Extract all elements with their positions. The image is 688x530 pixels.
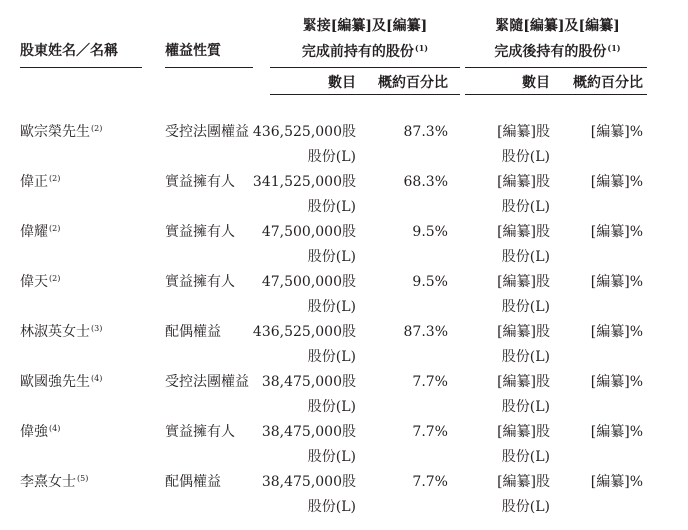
before-shares: 38,475,000股: [261, 424, 356, 440]
before-shares: 341,525,000股: [252, 174, 356, 190]
column-header-after-number: 數目: [522, 75, 550, 91]
before-heading-line2: [270, 44, 460, 59]
rule-after-sub: [465, 94, 647, 95]
before-shares: 38,475,000股: [261, 374, 356, 390]
column-header-before-number: 數目: [328, 75, 356, 91]
after-shares: [編纂]股: [497, 374, 550, 390]
column-header-name: 股東姓名／名稱: [20, 43, 118, 59]
before-shares-type: 股份(L): [307, 149, 356, 165]
shareholder-name-text: 偉耀: [20, 224, 48, 240]
shareholder-name-text: 偉強: [20, 424, 48, 440]
nature-of-interest: 受控法團權益: [165, 374, 249, 390]
shareholder-name-text: 歐宗榮先生: [20, 124, 90, 140]
before-shares: 47,500,000股: [261, 274, 356, 290]
shareholder-name-text: 李熹女士: [20, 474, 76, 490]
after-shares-type: 股份(L): [501, 449, 550, 465]
before-shares-type: 股份(L): [307, 399, 356, 415]
nature-of-interest: 實益擁有人: [165, 274, 235, 290]
after-shares-type: 股份(L): [501, 349, 550, 365]
shareholder-note: (2): [49, 224, 61, 233]
after-percentage: [編纂]%: [590, 374, 643, 390]
before-shares-type: 股份(L): [307, 499, 356, 515]
after-percentage: [編纂]%: [590, 424, 643, 440]
shareholder-name-text: 偉正: [20, 174, 48, 190]
before-shares: 436,525,000股: [252, 324, 356, 340]
rule-name: [20, 67, 142, 68]
nature-of-interest: 配偶權益: [165, 474, 221, 490]
rule-before: [270, 67, 460, 68]
before-shares-type: 股份(L): [307, 199, 356, 215]
shareholder-note: (5): [77, 474, 89, 483]
nature-of-interest: 實益擁有人: [165, 424, 235, 440]
nature-of-interest: 配偶權益: [165, 324, 221, 340]
after-shares-type: 股份(L): [501, 199, 550, 215]
after-shares-type: 股份(L): [501, 149, 550, 165]
after-percentage: [編纂]%: [590, 324, 643, 340]
after-shares-type: 股份(L): [501, 499, 550, 515]
nature-of-interest: 實益擁有人: [165, 174, 235, 190]
rule-nature: [165, 67, 253, 68]
shareholder-name-text: 林淑英女士: [20, 324, 90, 340]
rule-before-sub: [270, 94, 460, 95]
after-percentage: [編纂]%: [590, 124, 643, 140]
shareholder-name: [20, 225, 60, 239]
after-shares-type: 股份(L): [501, 249, 550, 265]
after-percentage: [編纂]%: [590, 174, 643, 190]
before-shares-type: 股份(L): [307, 449, 356, 465]
shareholder-name: [20, 375, 102, 389]
after-heading-line1: 緊隨[編纂]及[編纂]: [495, 18, 620, 34]
shareholder-note: (4): [91, 374, 103, 383]
before-percentage: 7.7%: [412, 424, 448, 440]
after-shares: [編纂]股: [497, 124, 550, 140]
after-shares-type: 股份(L): [501, 399, 550, 415]
column-header-nature: 權益性質: [165, 43, 221, 59]
shareholder-name: [20, 425, 60, 439]
shareholder-name: [20, 475, 88, 489]
column-header-after-pct: 概約百分比: [573, 75, 643, 91]
nature-of-interest: 受控法團權益: [165, 124, 249, 140]
column-header-before-pct: 概約百分比: [378, 75, 448, 91]
before-percentage: 9.5%: [412, 274, 448, 290]
shareholder-note: (2): [91, 124, 103, 133]
shareholder-name-text: 歐國強先生: [20, 374, 90, 390]
after-percentage: [編纂]%: [590, 224, 643, 240]
shareholder-name: [20, 125, 102, 139]
before-heading-note: (1): [414, 43, 429, 53]
before-shares-type: 股份(L): [307, 299, 356, 315]
before-percentage: 68.3%: [403, 174, 448, 190]
before-heading-text: 完成前持有的股份: [301, 44, 414, 60]
before-percentage: 7.7%: [412, 374, 448, 390]
after-shares: [編纂]股: [497, 174, 550, 190]
shareholder-note: (4): [49, 424, 61, 433]
before-percentage: 87.3%: [403, 324, 448, 340]
shareholder-name: [20, 175, 60, 189]
shareholder-name-text: 偉天: [20, 274, 48, 290]
shareholder-name: [20, 275, 60, 289]
shareholder-note: (2): [49, 174, 61, 183]
after-heading-line2: [465, 44, 650, 59]
after-percentage: [編纂]%: [590, 474, 643, 490]
before-shares: 38,475,000股: [261, 474, 356, 490]
before-percentage: 87.3%: [403, 124, 448, 140]
after-shares: [編纂]股: [497, 324, 550, 340]
nature-of-interest: 實益擁有人: [165, 224, 235, 240]
before-shares: 436,525,000股: [252, 124, 356, 140]
before-shares-type: 股份(L): [307, 249, 356, 265]
before-shares-type: 股份(L): [307, 349, 356, 365]
before-percentage: 7.7%: [412, 474, 448, 490]
before-heading-line1: 緊接[編纂]及[編纂]: [302, 18, 428, 34]
after-heading-text: 完成後持有的股份: [494, 44, 607, 60]
after-shares: [編纂]股: [497, 474, 550, 490]
before-percentage: 9.5%: [412, 224, 448, 240]
after-shares: [編纂]股: [497, 274, 550, 290]
after-shares: [編纂]股: [497, 424, 550, 440]
shareholder-note: (3): [91, 324, 103, 333]
before-shares: 47,500,000股: [261, 224, 356, 240]
after-heading-note: (1): [607, 43, 621, 53]
rule-after: [465, 67, 647, 68]
after-shares-type: 股份(L): [501, 299, 550, 315]
shareholder-name: [20, 325, 102, 339]
after-percentage: [編纂]%: [590, 274, 643, 290]
after-shares: [編纂]股: [497, 224, 550, 240]
shareholder-note: (2): [49, 274, 61, 283]
